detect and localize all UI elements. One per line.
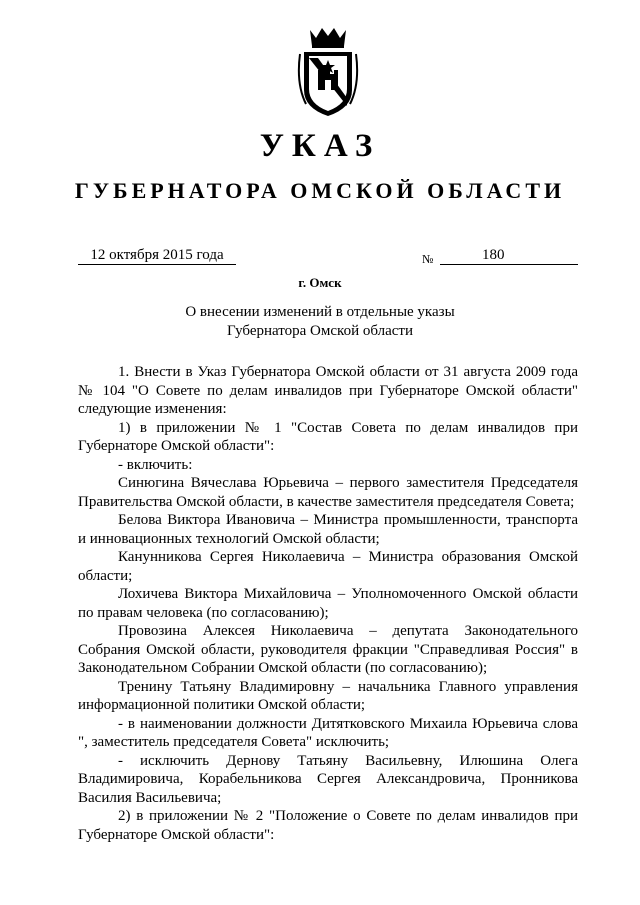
body-paragraph: 1. Внести в Указ Губернатора Омской области от 31 августа 2009 года № 104 "О Совете по делам инвалидов при Губернаторе Омской области" следующие изменения: (78, 364, 578, 417)
document-heading (0, 303, 640, 341)
body-paragraph: - исключить Дернову Татьяну Васильевну, Илюшина Олега Владимировича, Корабельникова Сергея Александровича, Пронникова Василия Васильевича; (78, 752, 578, 806)
heading-line-1: О внесении изменений в отдельные указы (185, 304, 455, 320)
number-sign: № (422, 252, 434, 266)
document-number: 180 (440, 246, 578, 265)
body-paragraph: Синюгина Вячеслава Юрьевича – первого заместителя Председателя Правительства Омской области, в качестве заместителя председателя Совета; (78, 475, 578, 510)
document-city: г. Омск (298, 275, 342, 290)
document-title: УКАЗ (259, 128, 381, 164)
body-paragraph: Белова Виктора Ивановича – Министра промышленности, транспорта и инновационных технологий Омской области; (78, 512, 578, 547)
body-paragraph: - включить: (118, 456, 193, 473)
document-body (78, 363, 578, 844)
body-paragraph: Лохичева Виктора Михайловича – Уполномоченного Омской области по правам человека (по согласованию); (78, 586, 578, 621)
document-date: 12 октября 2015 года (78, 246, 236, 265)
body-paragraph: 2) в приложении № 2 "Положение о Совете по делам инвалидов при Губернаторе Омской области": (78, 808, 578, 843)
heading-line-2: Губернатора Омской области (227, 323, 413, 339)
body-paragraph: - в наименовании должности Дитятковского Михаила Юрьевича слова ", заместитель председателя Совета" исключить; (78, 715, 578, 750)
coat-of-arms-emblem (296, 24, 360, 120)
body-paragraph: 1) в приложении № 1 "Состав Совета по делам инвалидов при Губернаторе Омской области": (78, 419, 578, 454)
body-paragraph: Провозина Алексея Николаевича – депутата Законодательного Собрания Омской области, руководителя фракции "Справедливая Россия" в Законодательном Собрании Омской области (по согласованию); (78, 623, 578, 676)
body-paragraph: Канунникова Сергея Николаевича – Министра образования Омской области; (78, 549, 578, 584)
body-paragraph: Тренину Татьяну Владимировну – начальника Главного управления информационной политики Омской области; (78, 678, 578, 713)
document-subtitle: ГУБЕРНАТОРА ОМСКОЙ ОБЛАСТИ (74, 178, 566, 203)
